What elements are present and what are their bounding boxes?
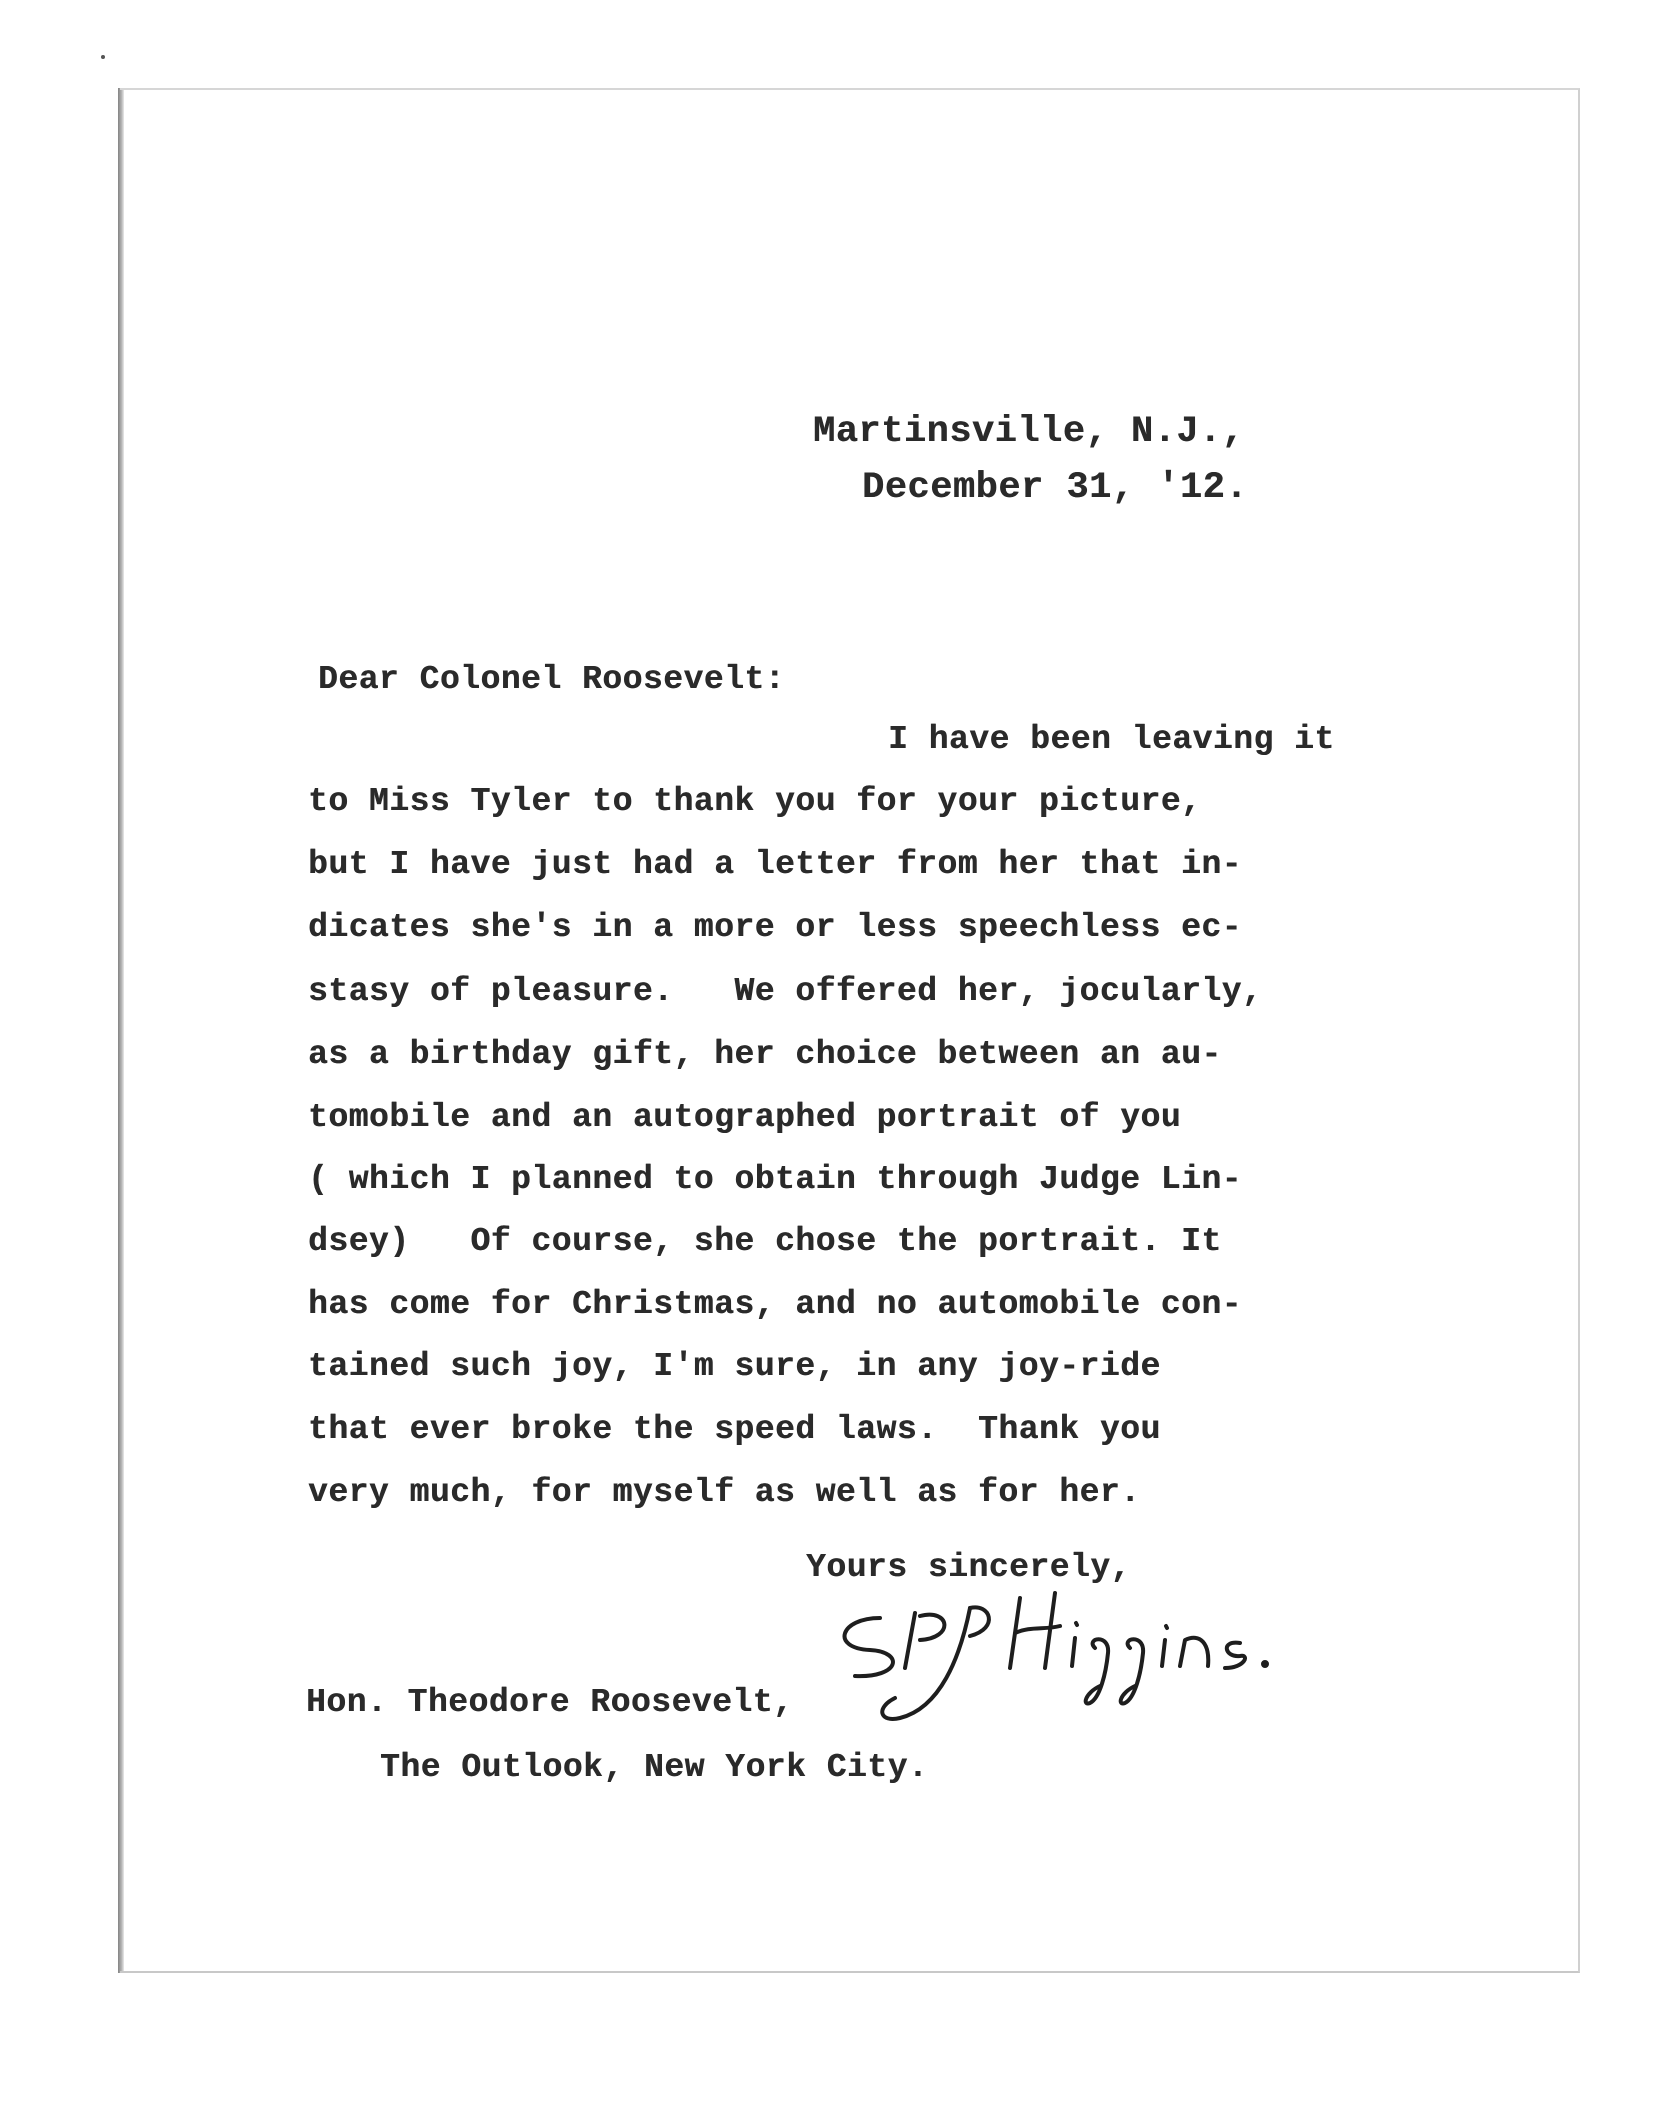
body-line: ( which I planned to obtain through Judge Lin- [308,1161,1242,1198]
letter-date: December 31, '12. [862,467,1248,509]
body-line: but I have just had a letter from her that in- [308,846,1242,883]
body-line: stasy of pleasure. We offered her, jocularly, [308,973,1263,1010]
letter-salutation: Dear Colonel Roosevelt: [318,661,785,698]
handwritten-signature [820,1578,1460,1728]
body-line: dsey) Of course, she chose the portrait. It [308,1223,1222,1260]
body-line: has come for Christmas, and no automobile con- [308,1286,1242,1323]
paper-speck [101,55,105,59]
letter-place: Martinsville, N.J., [813,411,1245,453]
body-line: very much, for myself as well as for her. [308,1474,1141,1511]
letter-closing: Yours sincerely, [806,1549,1131,1586]
addressee-name: Hon. Theodore Roosevelt, [306,1684,794,1721]
body-line: to Miss Tyler to thank you for your picture, [308,783,1202,820]
body-line: dicates she's in a more or less speechless ec- [308,909,1242,946]
addressee-address: The Outlook, New York City. [380,1749,929,1786]
body-line: tomobile and an autographed portrait of you [308,1099,1182,1136]
body-line: I have been leaving it [888,721,1335,758]
body-line: that ever broke the speed laws. Thank you [308,1411,1161,1448]
body-line: tained such joy, I'm sure, in any joy-ride [308,1348,1161,1385]
body-line: as a birthday gift, her choice between an au- [308,1036,1222,1073]
